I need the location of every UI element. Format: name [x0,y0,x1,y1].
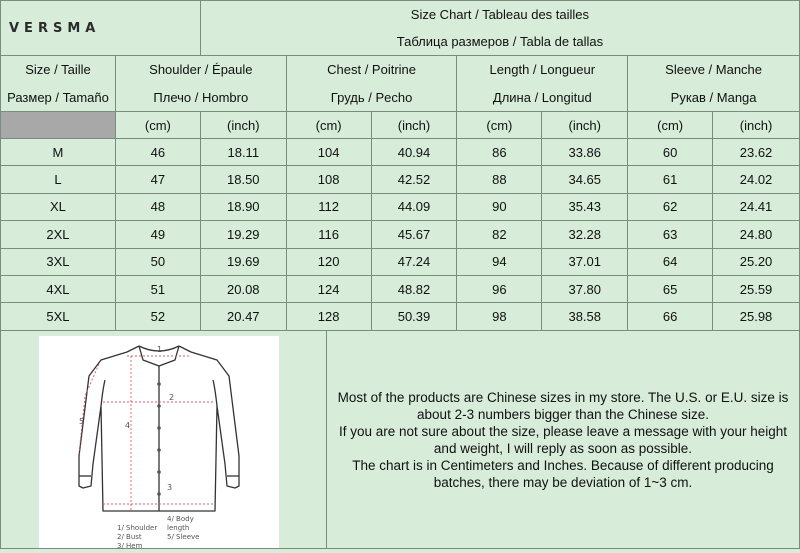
table-row [1,139,800,166]
cell-size: XL [1,193,116,220]
cell-shoulder-inch: 19.69 [200,248,286,275]
header-chest: Chest / Poitrine [286,56,457,84]
cell-sleeve-cm: 61 [628,166,713,193]
cell-length-cm: 90 [457,193,542,220]
cell-chest-cm: 104 [286,139,371,166]
note-cell [327,330,800,549]
marker-5: 5 [79,417,85,426]
header-shoulder: Shoulder / Épaule [115,56,286,84]
cell-sleeve-inch: 25.20 [713,248,800,275]
note-line: and weight, I will reply as soon as possible. [433,440,693,456]
unit-inch: (inch) [371,112,457,139]
cell-shoulder-inch: 20.47 [200,303,286,330]
cell-shoulder-inch: 19.29 [200,221,286,248]
cell-shoulder-cm: 51 [115,275,200,302]
unit-inch: (inch) [200,112,286,139]
cell-length-inch: 38.58 [542,303,628,330]
cell-length-cm: 82 [457,221,542,248]
cell-shoulder-inch: 20.08 [200,275,286,302]
brand-logo: VERSMA [1,1,201,56]
note-line: The chart is in Centimeters and Inches. Because of different producing [352,457,774,473]
bottom-section [0,330,800,549]
size-rows [1,139,800,331]
cell-shoulder-inch: 18.90 [200,193,286,220]
header-chest-alt: Грудь / Pecho [286,84,457,112]
table-row [1,166,800,193]
cell-chest-cm: 108 [286,166,371,193]
note-line: If you are not sure about the size, please leave a message with your height [338,423,788,439]
cell-sleeve-inch: 23.62 [713,139,800,166]
cell-shoulder-cm: 47 [115,166,200,193]
cell-length-inch: 37.01 [542,248,628,275]
cell-chest-cm: 112 [286,193,371,220]
table-row [1,221,800,248]
cell-chest-inch: 40.94 [371,139,457,166]
header-size: Size / Taille [1,56,116,84]
cell-chest-inch: 42.52 [371,166,457,193]
note-line: Most of the products are Chinese sizes in my store. The U.S. or E.U. size is [337,389,789,405]
cell-length-cm: 86 [457,139,542,166]
unit-inch: (inch) [713,112,800,139]
unit-cm: (cm) [286,112,371,139]
cell-size: 4XL [1,275,116,302]
header-length-alt: Длина / Longitud [457,84,628,112]
unit-cm: (cm) [115,112,200,139]
cell-length-cm: 94 [457,248,542,275]
legend-1: 1/ Shoulder [117,524,158,532]
cell-chest-inch: 44.09 [371,193,457,220]
unit-blank-cell [1,112,116,139]
cell-shoulder-cm: 46 [115,139,200,166]
marker-3: 3 [167,483,173,492]
table-row [1,193,800,220]
note-line: about 2-3 numbers bigger than the Chinese size. [417,406,709,422]
cell-sleeve-inch: 25.98 [713,303,800,330]
diagram-cell [0,330,327,549]
legend-4: 4/ Body length [167,515,194,532]
cell-sleeve-cm: 62 [628,193,713,220]
marker-1: 1 [157,345,163,354]
unit-cm: (cm) [628,112,713,139]
table-row [1,303,800,330]
cell-length-inch: 33.86 [542,139,628,166]
cell-size: 5XL [1,303,116,330]
cell-shoulder-inch: 18.11 [200,139,286,166]
table-row [1,248,800,275]
marker-4: 4 [125,421,131,430]
marker-2: 2 [169,393,175,402]
cell-sleeve-cm: 60 [628,139,713,166]
cell-sleeve-cm: 66 [628,303,713,330]
cell-chest-cm: 124 [286,275,371,302]
cell-shoulder-inch: 18.50 [200,166,286,193]
unit-inch: (inch) [542,112,628,139]
cell-length-cm: 88 [457,166,542,193]
note-line: batches, there may be deviation of 1~3 cm. [433,474,693,490]
cell-chest-inch: 47.24 [371,248,457,275]
cell-length-inch: 37.80 [542,275,628,302]
header-shoulder-alt: Плечо / Hombro [115,84,286,112]
cell-chest-cm: 128 [286,303,371,330]
table-row [1,275,800,302]
cell-chest-inch: 48.82 [371,275,457,302]
cell-size: 2XL [1,221,116,248]
title-line-1: Size Chart / Tableau des tailles [200,1,799,29]
cell-size: M [1,139,116,166]
cell-shoulder-cm: 48 [115,193,200,220]
cell-chest-cm: 116 [286,221,371,248]
cell-sleeve-cm: 63 [628,221,713,248]
cell-length-inch: 35.43 [542,193,628,220]
cell-length-inch: 32.28 [542,221,628,248]
size-note [334,389,793,491]
cell-sleeve-inch: 24.80 [713,221,800,248]
cell-length-inch: 34.65 [542,166,628,193]
unit-cm: (cm) [457,112,542,139]
header-row-1 [1,56,800,84]
header-sleeve-alt: Рукав / Manga [628,84,800,112]
cell-length-cm: 98 [457,303,542,330]
legend-2: 2/ Bust [117,533,142,541]
header-size-alt: Размер / Tamaño [1,84,116,112]
cell-shoulder-cm: 50 [115,248,200,275]
header-length: Length / Longueur [457,56,628,84]
cell-chest-inch: 50.39 [371,303,457,330]
unit-row [1,112,800,139]
cell-shoulder-cm: 52 [115,303,200,330]
cell-chest-cm: 120 [286,248,371,275]
cell-size: L [1,166,116,193]
cell-sleeve-inch: 24.41 [713,193,800,220]
title-line-2: Таблица размеров / Tabla de tallas [200,29,799,56]
cell-size: 3XL [1,248,116,275]
cell-sleeve-cm: 64 [628,248,713,275]
shirt-diagram [39,336,279,548]
header-row-2 [1,84,800,112]
cell-shoulder-cm: 49 [115,221,200,248]
cell-sleeve-inch: 24.02 [713,166,800,193]
legend-5: 5/ Sleeve [167,533,200,541]
cell-sleeve-inch: 25.59 [713,275,800,302]
header-sleeve: Sleeve / Manche [628,56,800,84]
cell-chest-inch: 45.67 [371,221,457,248]
legend-3: 3/ Hem [117,542,143,550]
cell-sleeve-cm: 65 [628,275,713,302]
cell-length-cm: 96 [457,275,542,302]
diagram-legend [117,515,217,551]
